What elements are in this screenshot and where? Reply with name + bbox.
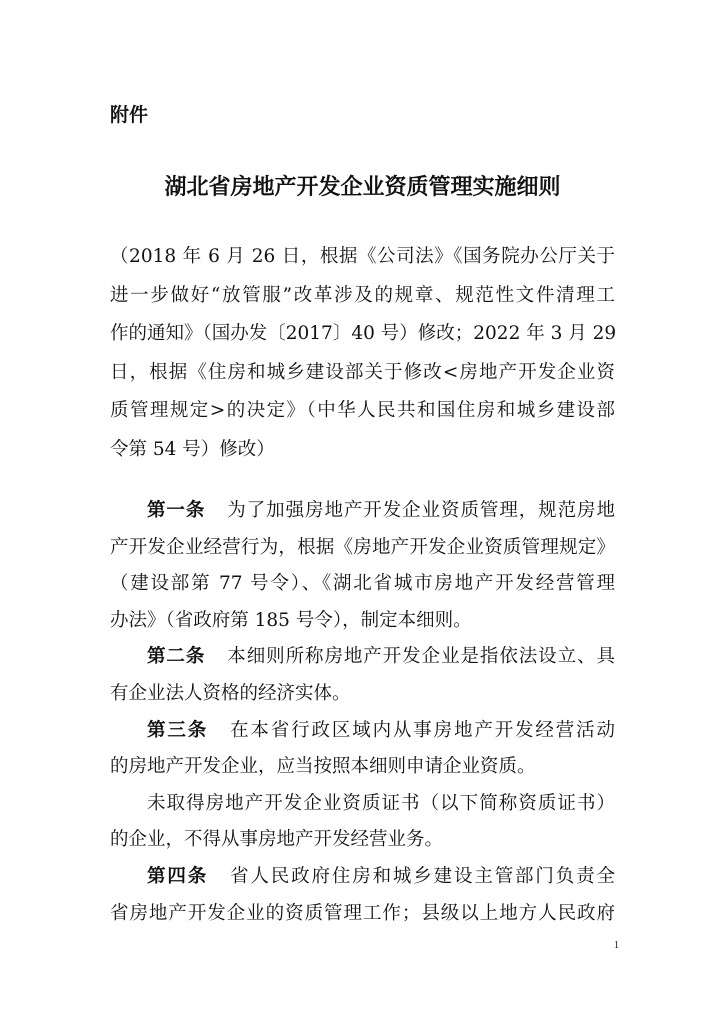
revision-note-line: 进一步做好“放管服”改革涉及的规章、规范性文件清理工: [110, 284, 615, 306]
document-title: 湖北省房地产开发企业资质管理实施细则: [164, 175, 561, 200]
article-2-line: [110, 639, 615, 676]
article-3-line: 的房地产开发企业，应当按照本细则申请企业资质。: [110, 756, 536, 778]
article-1-heading: 第一条: [147, 500, 206, 521]
article-1-text: 为了加强房地产开发企业资质管理，规范房地: [227, 500, 615, 521]
article-2-line: 有企业法人资格的经济实体。: [110, 682, 351, 704]
article-3-text: 在本省行政区域内从事房地产开发经营活动: [230, 719, 615, 741]
revision-note-line: （2018 年 6 月 26 日，根据《公司法》《国务院办公厅关于: [110, 246, 615, 267]
article-1-line: 办法》（省政府第 185 号令），制定本细则。: [110, 609, 472, 631]
article-4-text: 省人民政府住房和城乡建设主管部门负责全: [230, 865, 615, 887]
article-4-heading: 第四条: [147, 865, 209, 887]
revision-note-line: 日，根据《住房和城乡建设部关于修改<房地产开发企业资: [110, 361, 615, 383]
article-3-heading: 第三条: [147, 719, 209, 741]
revision-note-line: 令第 54 号）修改）: [110, 438, 275, 460]
revision-note: [110, 238, 615, 470]
article-1-line: [110, 493, 615, 530]
article-4-line: [110, 859, 615, 896]
article-3-line: [110, 713, 615, 750]
attachment-label: 附件: [110, 104, 149, 126]
page-number: 1: [614, 940, 619, 951]
article-2-heading: 第二条: [147, 646, 206, 668]
article-1-line: （建设部第 77 号令）、《湖北省城市房地产开发经营管理: [110, 573, 615, 595]
article-4-line: 省房地产开发企业的资质管理工作；县级以上地方人民政府: [110, 902, 615, 924]
article-3-line: 未取得房地产开发企业资质证书（以下简称资质证书）: [147, 792, 615, 814]
revision-note-line: 作的通知》（国办发〔2017〕40 号）修改；2022 年 3 月 29: [110, 323, 617, 345]
revision-note-line: 质管理规定>的决定》（中华人民共和国住房和城乡建设部: [110, 400, 615, 422]
article-2-text: 本细则所称房地产开发企业是指依法设立、具: [227, 646, 615, 668]
article-3-line: 的企业，不得从事房地产开发经营业务。: [110, 829, 444, 851]
document-body: [110, 493, 615, 932]
article-1-line: 产开发企业经营行为，根据《房地产开发企业资质管理规定》: [110, 536, 615, 558]
